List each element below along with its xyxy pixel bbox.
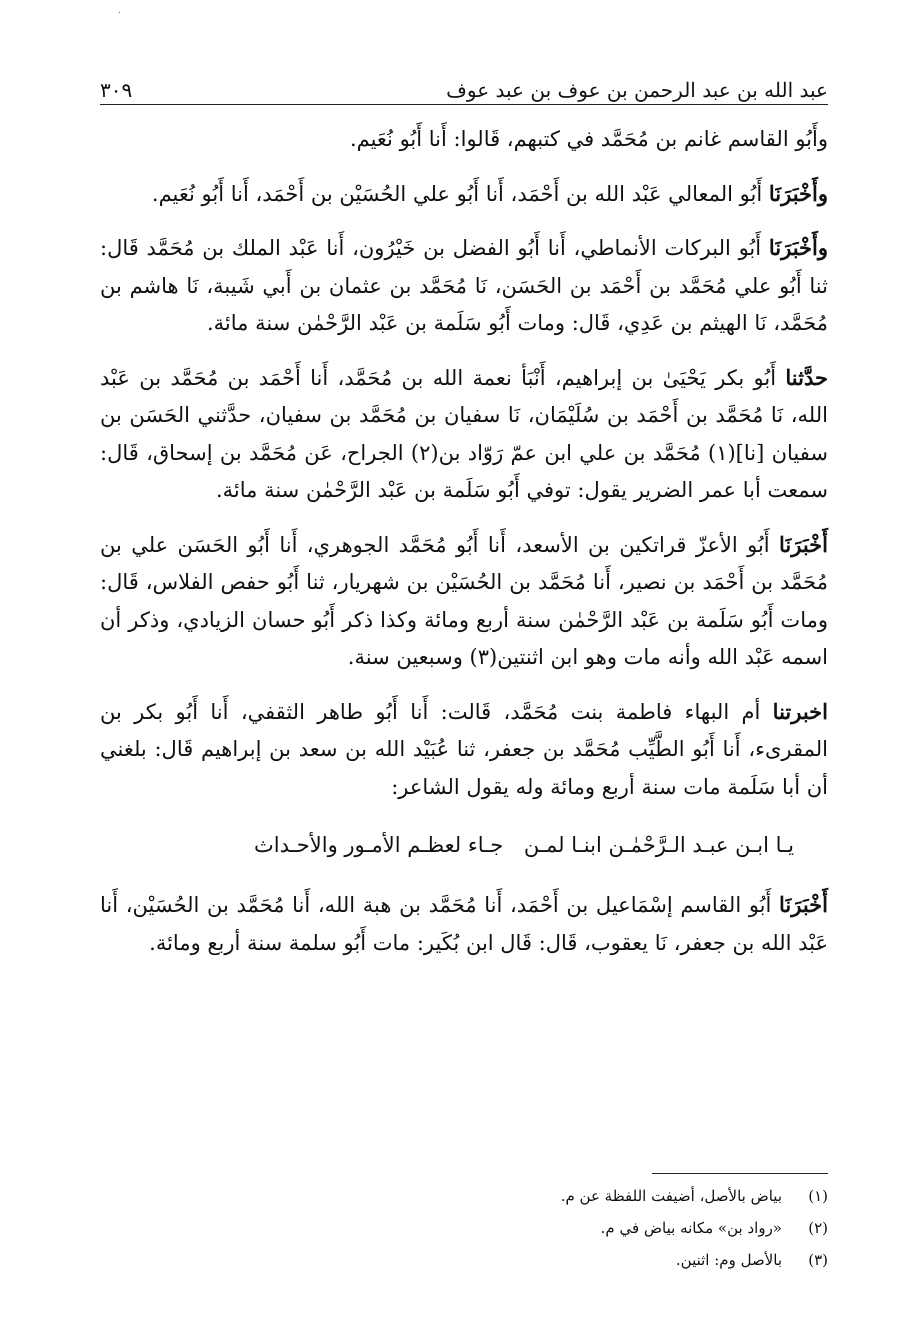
footnote-number: (٣): [808, 1251, 828, 1269]
paragraph-text: وأَبُو القاسم غانم بن مُحَمَّد في كتبهم، قَالوا: أَنا أَبُو نُعَيم.: [349, 127, 828, 151]
paragraph-5: [100, 526, 828, 677]
footnote-text: بالأصل وم: اثنين.: [675, 1251, 782, 1269]
paragraph-text: أَبُو القاسم إسْمَاعيل بن أَحْمَد، أَنا مُحَمَّد بن هبة الله، أَنا مُحَمَّد بن الحُسَيْن، أَنا عَبْد الله بن جعفر، نَا يعقوب، قَال: قَال ابن بُكَير: مات أَبُو سلمة سنة أربع ومائة.: [100, 893, 828, 955]
footnote-text: بياض بالأصل، أضيفت اللفظة عن م.: [560, 1187, 782, 1205]
header-rule: [100, 104, 828, 105]
poem-verse: [100, 822, 828, 878]
paragraph-6: [100, 693, 828, 807]
paragraph-lead: أَخْبَرَنَا: [779, 892, 828, 917]
paragraph-text: أَبُو البركات الأنماطي، أَنا أَبُو الفضل بن خَيْرُون، أَنا عَبْد الملك بن مُحَمَّد قَال: ثنا أَبُو علي مُحَمَّد بن أَحْمَد بن الحَسَن، نَا مُحَمَّد بن عثمان بن أَبي شَيبة، نَا هاشم بن مُحَمَّد، نَا الهيثم بن عَدِي، قَال: ومات أَبُو سَلَمة بن عَبْد الرَّحْمٰن سنة مائة.: [100, 236, 828, 335]
poem-second-hemistich: جـاء لعظـم الأمـور والأحـداث: [254, 833, 504, 857]
paragraph-lead: حدَّثنا: [785, 364, 828, 390]
paragraph-text: أَبُو المعالي عَبْد الله بن أَحْمَد، أَنا أَبُو علي الحُسَيْن بن أَحْمَد، أَنا أَبُو نُعَيم.: [151, 181, 769, 206]
paragraph-2: [100, 175, 828, 214]
footnote-number: (١): [808, 1187, 828, 1205]
footnote-1: [100, 1180, 828, 1212]
page-header: [100, 62, 828, 102]
paragraph-7: [100, 886, 828, 962]
paragraph-text: أَبُو الأعزّ قراتكين بن الأسعد، أَنا أَبُو مُحَمَّد الجوهري، أَنا أَبُو الحَسَن علي بن مُحَمَّد بن أَحْمَد بن نصير، أَنا مُحَمَّد بن الحُسَيْن بن شهريار، ثنا أَبُو حفص الفلاس، قَال: ومات أَبُو سَلَمة بن عَبْد الرَّحْمٰن سنة أربع ومائة وكذا ذكر أَبُو حسان الزيادي، وذكر أن اسمه عَبْد الله وأنه مات وهو ابن اثنتين(٣) وسبعين سنة.: [100, 532, 828, 669]
poem-first-hemistich: يـا ابـن عبـد الـرَّحْمٰـن ابنـا لمـن: [523, 833, 794, 857]
running-title: عبد الله بن عبد الرحمن بن عوف بن عبد عوف: [446, 78, 828, 102]
paragraph-text: أَبُو بكر يَحْيَىٰ بن إبراهيم، أَنْبَأ نعمة الله بن مُحَمَّد، أَنا أَحْمَد بن مُحَمَّد بن عَبْد الله، نَا مُحَمَّد بن أَحْمَد بن سُلَيْمَان، نَا سفيان بن مُحَمَّد بن سفيان، حدَّثني الحَسَن بن سفيان [نا](١) مُحَمَّد بن علي ابن عمّ رَوّاد بن(٢) الجراح، عَن مُحَمَّد بن إسحاق، قَال: سمعت أبا عمر الضرير يقول: توفي أَبُو سَلَمة بن عَبْد الرَّحْمٰن سنة مائة.: [100, 365, 828, 502]
footnote-2: [100, 1212, 828, 1244]
paragraph-1: [100, 120, 828, 159]
footnote-text: «رواد بن» مكانه بياض في م.: [600, 1219, 782, 1237]
paragraph-3: [100, 229, 828, 343]
paragraph-4: [100, 359, 828, 510]
paragraph-lead: وأَخْبَرَنَا: [768, 180, 828, 206]
scan-speck: ·: [118, 8, 122, 19]
footnotes: [100, 1180, 828, 1276]
footnote-rule: [652, 1173, 828, 1174]
main-text: [100, 120, 828, 978]
paragraph-text: أم البهاء فاطمة بنت مُحَمَّد، قَالت: أَنا أَبُو طاهر الثقفي، أَنا أَبُو بكر بن المقرىء، أَنا أَبُو الطَّيِّب مُحَمَّد بن جعفر، ثنا عُبَيْد الله بن سعد بن إبراهيم قَال: بلغني أن أبا سَلَمة مات سنة أربع ومائة وله يقول الشاعر:: [100, 699, 828, 799]
paragraph-lead: اخبرتنا: [772, 698, 828, 724]
page-number: ٣٠٩: [100, 78, 133, 102]
paragraph-lead: وأَخْبَرَنَا: [768, 235, 828, 260]
footnote-3: [100, 1244, 828, 1276]
footnote-number: (٢): [808, 1219, 828, 1237]
paragraph-lead: أَخْبَرَنَا: [779, 531, 828, 557]
